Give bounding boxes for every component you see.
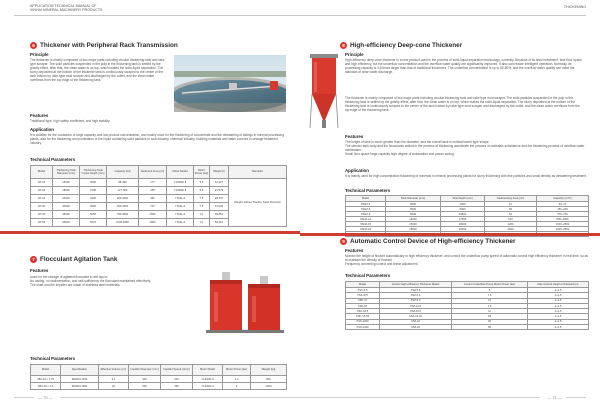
footer-line xyxy=(566,397,586,398)
table-cell: Y160L-6 xyxy=(167,211,194,219)
table-cell: 350-1560 xyxy=(107,203,139,211)
header-divider xyxy=(300,15,586,16)
principle-text: The thickener is mainly composed of two major parts including circular thickening tank and rake type scraper. The solid particles suspended in the pulp in the thickening tank is settled by the gravity effect, after that, the clean water is on top, which makes the solid-liquid separation. The slurry deposited at the bottom of the thickener tank is continuously scraped to the center of the tank bottom by rake-type mud scraper and discharged by the outlet, and the clean water overflows from the top edge of the thickening tank. xyxy=(30,58,165,82)
table-cell: NT-53 xyxy=(31,219,53,227)
table-cell: XSZ-5.5 xyxy=(380,288,452,293)
table-cell: XSZ-15.0 xyxy=(380,309,452,314)
footer-line xyxy=(60,397,300,398)
table-cell: 5050 xyxy=(80,211,107,219)
table-header-cell: Control High-efficiency Thickener Model xyxy=(380,282,452,288)
peripheral-thickener-parameters-table xyxy=(30,165,287,227)
footer-line xyxy=(14,397,34,398)
deep-cone-table-heading: Technical Parameters xyxy=(345,188,391,193)
table-cell: NT-18 xyxy=(31,187,53,195)
flocculant-tank-photo xyxy=(200,262,290,336)
table-cell: 18000 xyxy=(441,222,485,227)
table-cell: 11 xyxy=(194,211,210,219)
table-cell: 45000 xyxy=(53,211,80,219)
deep-cone-principle-text: High-efficiency deep-cone thickener is a new product used in the process of solid-liquid separation technology, currently. Because of its less investment, less floor space and high efficiency, but the underflow concentration and the overflow water quality are significantly improved. It also can realize intelligent operation. Normally, its processing capacity is 3-8 times larger than that of traditional thickeners. The underflow concentration is up to 60-80%, and the overflow water quality can meet the standard of clear water discharge. xyxy=(345,58,582,74)
table-cell: 1200 xyxy=(485,222,537,227)
table-cell: 6000 xyxy=(441,207,485,212)
table-header-cell: Effective Volume (m³) xyxy=(99,365,129,376)
table-cell: 255 xyxy=(139,187,167,195)
table-cell: Ø1600×1750 xyxy=(61,376,99,383)
table-cell: 11 xyxy=(452,298,528,303)
table-cell: 400 xyxy=(129,376,161,383)
table-cell: XSK-18.5 xyxy=(346,309,380,314)
table-cell: 4000 xyxy=(441,202,485,207)
table-cell: 30 xyxy=(485,207,537,212)
features-text: Traditional type, high safety coefficient, and high stability. xyxy=(30,119,111,123)
page-number-left: — 70 — xyxy=(38,395,53,400)
table-cell: XSK-975 xyxy=(346,293,380,298)
table-cell: 2960 xyxy=(139,219,167,227)
deep-cone-principle-heading: Principle xyxy=(345,52,364,57)
table-header-cell: Model xyxy=(31,166,53,179)
page-number-right: — 71 — xyxy=(547,395,562,400)
thickener-photo-illustration xyxy=(174,55,286,112)
table-cell: 30000 xyxy=(53,203,80,211)
table-header-cell: Motor Power (kw) xyxy=(194,166,210,179)
feature-line: Frequency converting control and linear adjustment. xyxy=(345,262,419,266)
table-header-cell: Motor Model xyxy=(167,166,194,179)
table-cell: 1590 xyxy=(139,211,167,219)
table-cell: XSNZ-9 xyxy=(346,212,386,217)
flocculant-tank-illustration xyxy=(200,262,290,336)
table-cell: 1600~2500 xyxy=(537,227,589,232)
table-cell: 707 xyxy=(139,203,167,211)
flocculant-features-heading: Features xyxy=(30,268,49,273)
table-cell: 21 xyxy=(485,202,537,207)
table-cell: 12.927 xyxy=(210,179,229,187)
table-header-cell: Model xyxy=(31,365,61,376)
table-cell: Y132M1-6 xyxy=(193,383,223,390)
table-header-cell: Weight (t) xyxy=(210,166,229,179)
table-cell: XSNZ-12 xyxy=(346,217,386,222)
table-cell: XSNZ-6 xyxy=(346,207,386,212)
flocculant-tank-parameters-table xyxy=(30,364,287,390)
table-cell: XBJ-19 × 1.9 xyxy=(31,383,61,390)
table-cell: 5.5 xyxy=(194,187,210,195)
feature-line: Small floor space large capacity high degree of automation and power saving. xyxy=(345,152,455,156)
table-header-cell: Model xyxy=(346,196,386,202)
table-cell: 4~2.5 xyxy=(528,309,589,314)
table-cell: 4~2.5 xyxy=(528,303,589,308)
technical-parameters-heading: Technical Parameters xyxy=(30,157,76,162)
deep-cone-principle-text-2: The thickener is mainly composed of two major parts including circular thickening tank and rake type mud scraper. The solid particles suspended in the pulp in the thickening tank is settled by the gravity effect, after that, the clean water is on top, which makes the solid-liquid separation. The slurry deposited at the bottom of the thickening tank is continuously scraped to the center of the tank bottom by rake-type mud scraper and discharged by the outlet, and the clean water overflows from the top edge of the thickening tank. xyxy=(345,96,580,112)
table-cell: 88-390 xyxy=(107,179,139,187)
table-cell: 17500 xyxy=(441,217,485,222)
section-number-badge: 9 xyxy=(340,238,347,245)
table-cell: 5070 xyxy=(80,219,107,227)
table-cell: NT-45 xyxy=(31,211,53,219)
table-row xyxy=(31,383,287,390)
table-cell: XSZ-12.5 xyxy=(380,303,452,308)
table-cell: NT-15 xyxy=(31,179,53,187)
table-cell: 3400 xyxy=(80,195,107,203)
table-cell: 150~200 xyxy=(537,207,589,212)
table-cell: 3500 xyxy=(80,179,107,187)
table-cell: 5 xyxy=(452,288,528,293)
table-cell: XSZ-9.0 xyxy=(380,298,452,303)
table-cell: 4~2.5 xyxy=(528,293,589,298)
table-cell: 7.5 xyxy=(452,293,528,298)
table-cell: 7.5 xyxy=(194,203,210,211)
table-cell: 60~70 xyxy=(537,202,589,207)
peripheral-thickener-photo xyxy=(174,55,286,112)
feature-line: Monitor the height of flocked automatically in high efficiency thickener, and control the underflow pump speed of automatic control high efficiency thickener in real time, so as to maintain the density of flocked; xyxy=(345,254,588,262)
section-number-badge: 7 xyxy=(30,256,37,263)
table-cell: 4~2.5 xyxy=(528,319,589,324)
auto-control-features-heading: Features xyxy=(345,248,364,253)
table-cell: NT-24 xyxy=(31,195,53,203)
table-cell: XSK-15 xyxy=(346,303,380,308)
flocculant-features-list xyxy=(30,275,190,303)
header-divider xyxy=(14,15,300,16)
table-cell: 540 xyxy=(129,383,161,390)
table-header-cell: Weight (kg) xyxy=(251,365,287,376)
table-cell: Y132M2-6 xyxy=(167,179,194,187)
table-cell: 30 xyxy=(452,319,528,324)
table-cell: 31.000 xyxy=(210,203,229,211)
table-cell: 510 xyxy=(485,217,537,222)
table-cell: 20000 xyxy=(441,227,485,232)
table-cell: XSK-11 xyxy=(346,298,380,303)
table-header-row xyxy=(31,166,287,179)
features-heading: Features xyxy=(30,113,49,118)
application-text: It is suitable for the occasions of large capacity and low product concentration, and mainly used for the thickening of concentrate and the dewatering of tailings in mineral processing plants, also for the thickening and purification of the liquid containing solid particles in coal industry, chemical industry, building materials and water sources in sewage treatment industry. xyxy=(30,133,284,145)
table-cell: 18 xyxy=(452,314,528,319)
table-header-cell: Remarks xyxy=(229,166,287,179)
table-header-cell: Motor Power (kw) xyxy=(223,365,251,376)
table-cell: XSNZ-15 xyxy=(346,222,386,227)
table-header-cell: Specification xyxy=(61,365,99,376)
table-cell: Ø1900×1900 xyxy=(61,383,99,390)
section-title-flocculant-tank: 7 Flocculant Agitation Tank xyxy=(30,256,117,263)
table-cell: 320 xyxy=(161,376,193,383)
table-cell: 15000 xyxy=(386,222,441,227)
table-cell: 10500 xyxy=(441,212,485,217)
table-cell: 127-560 xyxy=(107,187,139,195)
table-cell: 9000 xyxy=(386,212,441,217)
table-cell: 15000 xyxy=(53,179,80,187)
table-cell: 7.5 xyxy=(452,303,528,308)
table-cell: 55 xyxy=(452,325,528,330)
table-cell: 4~2.5 xyxy=(528,314,589,319)
table-cell: XSK-2430 xyxy=(346,325,380,330)
table-cell: 2.2 xyxy=(223,376,251,383)
deep-cone-illustration xyxy=(308,48,340,131)
table-header-cell: Impeller Diameter (mm) xyxy=(129,365,161,376)
table-cell: 4~2.5 xyxy=(528,288,589,293)
table-cell: 330 xyxy=(161,383,193,390)
table-cell: 3 xyxy=(223,383,251,390)
table-cell: 1000 xyxy=(251,383,287,390)
table-header-cell: Sedimentary Area (m²) xyxy=(485,196,537,202)
table-header-cell: Sediment Area (m²) xyxy=(139,166,167,179)
deep-cone-application-heading: Application xyxy=(345,168,369,173)
table-cell: Y160L-6 xyxy=(167,219,194,227)
table-cell: Y160L-6 xyxy=(167,195,194,203)
table-remark-cell: Weight without Traction Steel Structure xyxy=(229,179,287,227)
table-cell: 1600~2500 xyxy=(537,222,589,227)
table-header-cell: Max Control Height of Flocked (m) xyxy=(528,282,589,288)
deep-cone-features-heading: Features xyxy=(345,134,364,139)
feature-line: The height of tank is much greater than the diameter, and the overall tank is vertical barrel-type shape; xyxy=(345,140,490,144)
section-title-peripheral-thickener: 6 Thickener with Peripheral Rack Transmission xyxy=(30,42,178,49)
table-header-cell: Thickening Tank Center Depth (mm) xyxy=(80,166,107,179)
table-row xyxy=(346,325,589,330)
table-cell: XSZ-5.6 xyxy=(380,293,452,298)
deep-cone-thickener-photo xyxy=(308,48,340,131)
table-cell: XSZ-22 xyxy=(380,325,452,330)
section-title-deep-cone-thickener: 8 High-efficiency Deep-cone Thickener xyxy=(340,42,462,49)
deep-cone-features-list xyxy=(345,140,591,164)
section-number-badge: 8 xyxy=(340,42,347,49)
table-cell: 18000 xyxy=(53,187,80,195)
table-header-row xyxy=(31,365,287,376)
feature-line: The slender tank body and the flocculants added in the process of thickening accelerate the process of materials subsidence and the thickening process of overflow water clarification; xyxy=(345,144,585,152)
table-cell: XSK-2200 xyxy=(346,319,380,324)
section-title-automatic-control: 9 Automatic Control Device of High-efficiency Thickener xyxy=(340,238,515,245)
table-header-cell: Capacity (m³/h) xyxy=(537,196,589,202)
table-cell: XBJ-16 × 1.75 xyxy=(31,376,61,383)
table-header-cell: Impeller Speed (r/min) xyxy=(161,365,193,376)
table-cell: 370~700 xyxy=(537,212,589,217)
table-cell: 3900 xyxy=(80,203,107,211)
table-row xyxy=(31,179,287,187)
feature-line: Used for the storage of agitated flocculant in wet liquor; xyxy=(30,275,108,279)
table-cell: Y160L-6 xyxy=(167,203,194,211)
table-cell: 64 xyxy=(485,212,537,217)
table-row xyxy=(31,376,287,383)
application-heading: Application xyxy=(30,127,54,132)
table-header-cell: Capacity (t/d) xyxy=(107,166,139,179)
auto-control-table-heading: Technical Parameters xyxy=(345,273,391,278)
table-cell: 177 xyxy=(139,179,167,187)
auto-control-parameters-table xyxy=(345,281,589,330)
table-cell: 11 xyxy=(452,309,528,314)
principle-heading: Principle xyxy=(30,52,49,57)
table-cell: XSNZ-5 xyxy=(346,202,386,207)
table-cell: 452 xyxy=(139,195,167,203)
table-cell: 18000 xyxy=(386,227,441,232)
footer-line xyxy=(300,397,540,398)
table-header-cell: Motor Model xyxy=(193,365,223,376)
table-cell: XSNZ-18 xyxy=(346,227,386,232)
section-divider-band xyxy=(300,233,600,236)
table-cell: 53000 xyxy=(53,219,80,227)
flocculant-table-heading: Technical Parameters xyxy=(30,356,76,361)
table-cell: 220-1000 xyxy=(107,195,139,203)
table-cell: 39.851 xyxy=(210,211,229,219)
right-page xyxy=(300,0,600,407)
table-cell: 24000 xyxy=(53,195,80,203)
table-cell: 12000 xyxy=(386,217,441,222)
table-header-cell: Thickening Tank Diameter (mm) xyxy=(53,166,80,179)
section-divider-band xyxy=(0,231,300,234)
table-cell: Y132M1-6 xyxy=(193,376,223,383)
table-cell: XSK-5.5 xyxy=(346,288,380,293)
table-header-cell: Control Underflow Pump Motor Power (kw) xyxy=(452,282,528,288)
table-cell: 11 xyxy=(194,219,210,227)
table-cell: NT-30 xyxy=(31,203,53,211)
table-cell: 4~2.5 xyxy=(528,298,589,303)
section-number-badge: 6 xyxy=(30,42,37,49)
table-cell: 7.5 xyxy=(194,195,210,203)
header-right: THICKENING xyxy=(563,5,586,9)
table-cell: 28.270 xyxy=(210,195,229,203)
table-cell: 5000 xyxy=(386,202,441,207)
table-cell: XSZ-22 xyxy=(380,319,452,324)
table-cell: 69.610 xyxy=(210,219,229,227)
table-cell: 3700 xyxy=(80,187,107,195)
table-header-cell: Model xyxy=(346,282,380,288)
table-cell: XSZ-15-20 xyxy=(380,314,452,319)
table-cell: 6000 xyxy=(386,207,441,212)
table-cell: 2000 xyxy=(485,227,537,232)
table-cell: 800~2000 xyxy=(537,217,589,222)
feature-line: No caking, no sedimentation, and self-sufficiency the flocculant maintained effectively; xyxy=(30,279,152,283)
header-left: APPLICATION TECHNICAL MANUAL OF XINHAI MINERAL MACHINERY PRODUCTS xyxy=(30,4,103,13)
deep-cone-parameters-table xyxy=(345,195,589,237)
table-cell: 5.5 xyxy=(194,179,210,187)
table-cell: 1000-4860 xyxy=(107,219,139,227)
table-cell: 21.579 xyxy=(210,187,229,195)
table-cell: XSK-15-55 xyxy=(346,314,380,319)
table-header-cell: Tank Depth (mm) xyxy=(441,196,485,202)
table-cell: 790-3500 xyxy=(107,211,139,219)
table-cell: 3.1 xyxy=(99,376,129,383)
table-cell: 800 xyxy=(251,376,287,383)
deep-cone-application-text: It is mainly used for high concentration thickening of minerals in mineral processing plants for slurry thickening with fine particles and small density as dewatering treatment. xyxy=(345,174,587,178)
table-header-cell: Tank Diameter (mm) xyxy=(386,196,441,202)
auto-control-features-list xyxy=(345,254,591,270)
feature-line: The shaft and the impeller are made of stainless steel materials. xyxy=(30,283,121,287)
table-cell: Y132M2-6 xyxy=(167,187,194,195)
table-cell: 22 xyxy=(99,383,129,390)
table-cell: 4~2.5 xyxy=(528,325,589,330)
